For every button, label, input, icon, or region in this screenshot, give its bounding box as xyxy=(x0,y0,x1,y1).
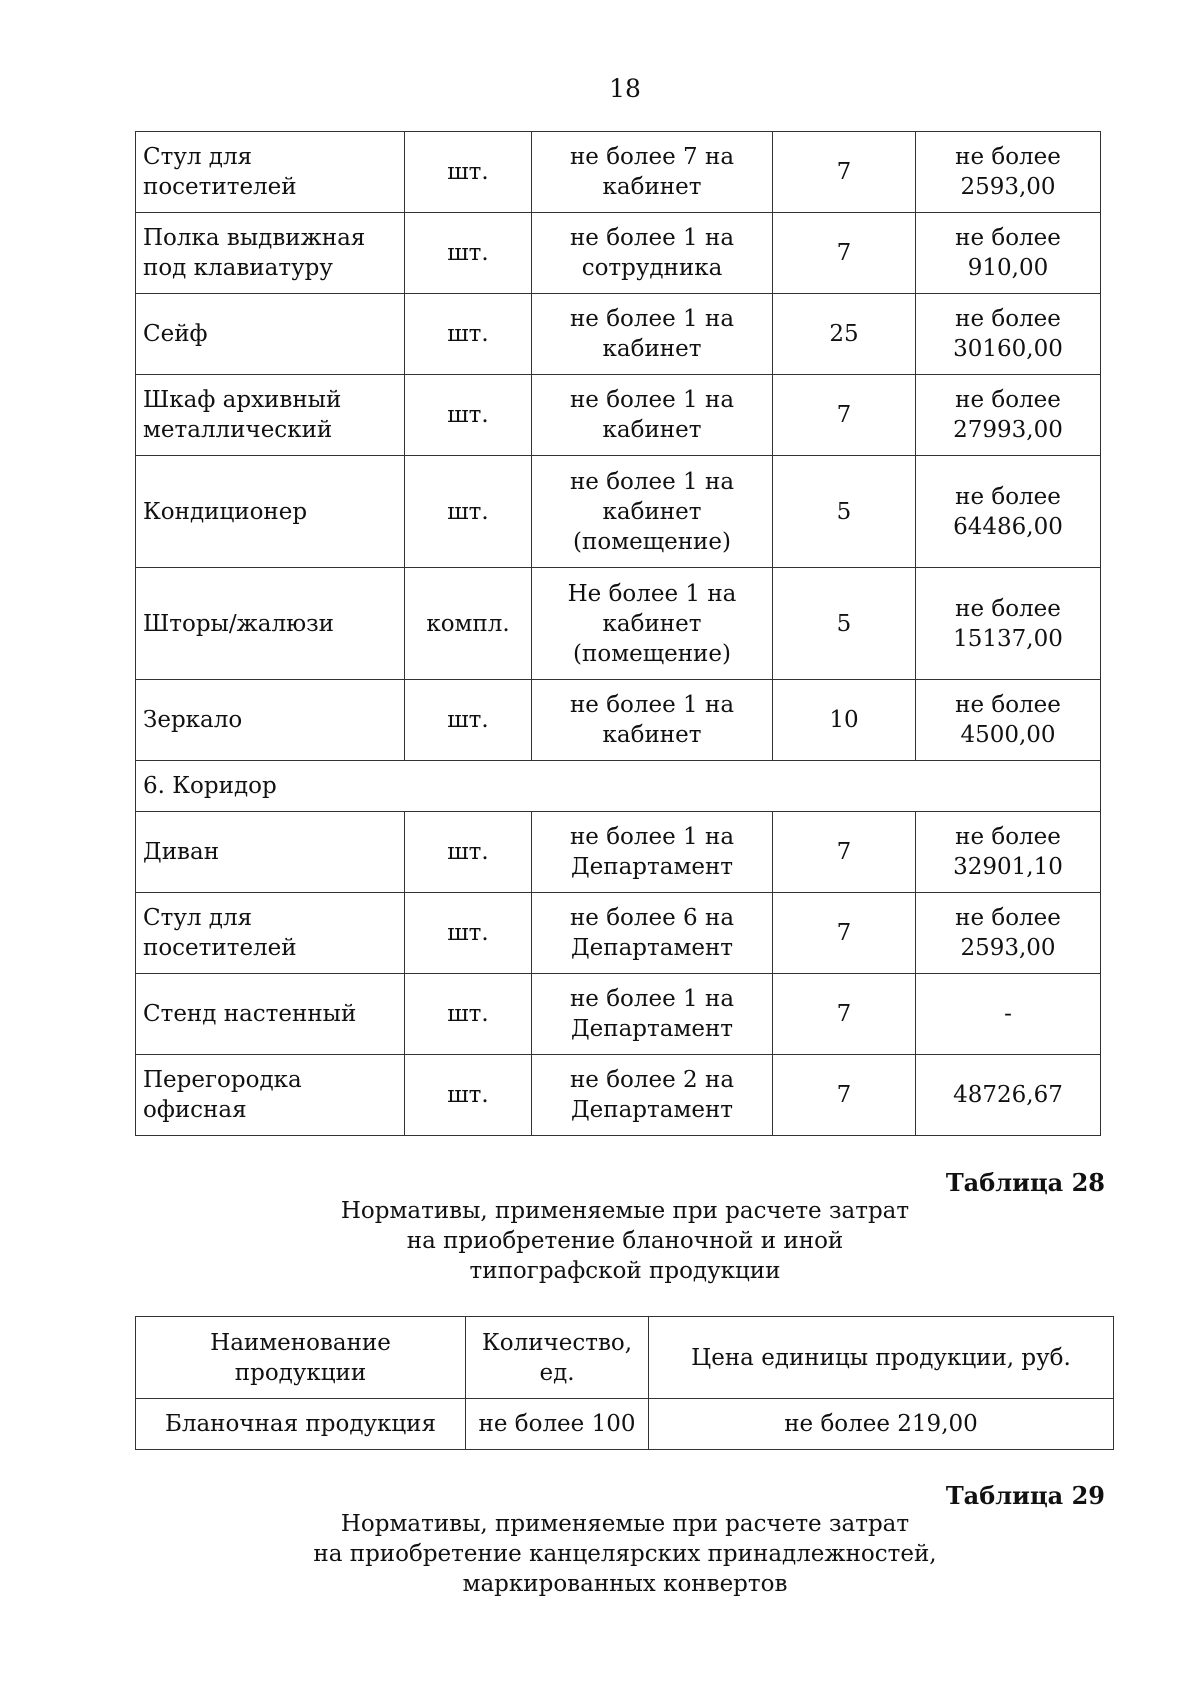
cell-price-line: 910,00 xyxy=(967,255,1049,281)
cell-product-name: Бланочная продукция xyxy=(136,1399,466,1450)
cell-price-line: 15137,00 xyxy=(953,625,1063,652)
cell-norm xyxy=(532,568,773,680)
cell-norm-line: Департамент xyxy=(570,1097,734,1123)
cell-service-term: 25 xyxy=(773,294,916,375)
cell-item-name: Диван xyxy=(136,812,405,893)
cell-price xyxy=(916,680,1101,761)
cell-service-term: 10 xyxy=(773,680,916,761)
cell-price-line: 30160,00 xyxy=(953,336,1063,362)
cell-item-name: Стенд настенный xyxy=(136,974,405,1055)
cell-item-name: Кондиционер xyxy=(136,456,405,568)
cell-price xyxy=(916,893,1101,974)
cell-price xyxy=(916,132,1101,213)
cell-unit: шт. xyxy=(405,974,532,1055)
table-29-title xyxy=(0,1509,1200,1599)
cell-norm xyxy=(532,456,773,568)
table-row xyxy=(136,456,1101,568)
table-row xyxy=(136,812,1101,893)
cell-price-line: не более xyxy=(955,225,1061,251)
table-row xyxy=(136,294,1101,375)
cell-price xyxy=(916,294,1101,375)
cell-item-name: Сейф xyxy=(136,294,405,375)
cell-price-line: 64486,00 xyxy=(953,513,1063,540)
table-row xyxy=(136,680,1101,761)
cell-unit: шт. xyxy=(405,213,532,294)
cell-norm-line: кабинет xyxy=(602,336,702,362)
cell-service-term: 7 xyxy=(773,132,916,213)
table-28-title-line: типографской продукции xyxy=(469,1258,781,1284)
cell-norm xyxy=(532,1055,773,1136)
cell-unit: шт. xyxy=(405,456,532,568)
section-row xyxy=(136,761,1101,812)
cell-norm-line: Департамент xyxy=(570,854,734,880)
cell-norm xyxy=(532,680,773,761)
cell-price-line: не более xyxy=(955,483,1061,510)
header-product-name: Наименование продукции xyxy=(136,1317,466,1399)
cell-norm-line: не более 2 на xyxy=(569,1067,735,1093)
cell-price-line: 4500,00 xyxy=(960,722,1056,748)
cell-quantity: не более 100 xyxy=(466,1399,649,1450)
cell-norm-line: Департамент xyxy=(570,935,734,961)
cell-price-line: не более xyxy=(955,144,1061,170)
cell-price xyxy=(916,568,1101,680)
cell-item-name: Полка выдвижная под клавиатуру xyxy=(136,213,405,294)
cell-price xyxy=(916,1055,1101,1136)
cell-unit: компл. xyxy=(405,568,532,680)
table-29-title-line: маркированных конвертов xyxy=(462,1571,788,1597)
cell-unit: шт. xyxy=(405,294,532,375)
cell-norm-line: не более 1 на xyxy=(569,225,735,251)
table-29-caption: Таблица 29 xyxy=(945,1481,1105,1510)
cell-item-name: Зеркало xyxy=(136,680,405,761)
cell-service-term: 7 xyxy=(773,974,916,1055)
cell-price-line: не более xyxy=(955,692,1061,718)
cell-norm-line: (помещение) xyxy=(573,640,731,667)
cell-service-term: 7 xyxy=(773,375,916,456)
table-row xyxy=(136,132,1101,213)
cell-price-line: 27993,00 xyxy=(953,417,1063,443)
cell-norm-line: не более 1 на xyxy=(569,986,735,1012)
corridor-rows xyxy=(136,812,1101,1136)
cell-price-line: 2593,00 xyxy=(960,935,1056,961)
table-28-title-line: Нормативы, применяемые при расчете затрат xyxy=(340,1198,910,1224)
cell-norm-line: не более 6 на xyxy=(569,905,735,931)
cell-item-name: Стул для посетителей xyxy=(136,132,405,213)
cell-norm-line: Не более 1 на xyxy=(567,580,737,607)
table-row xyxy=(136,1399,1114,1450)
cell-norm xyxy=(532,375,773,456)
furniture-rows xyxy=(136,132,1101,761)
table-row xyxy=(136,213,1101,294)
table-row xyxy=(136,375,1101,456)
cell-norm-line: не более 1 на xyxy=(569,468,735,495)
cell-norm-line: кабинет xyxy=(602,610,702,637)
cell-item-name: Стул для посетителей xyxy=(136,893,405,974)
table-28-title-line: на приобретение бланочной и иной xyxy=(406,1228,844,1254)
cell-unit: шт. xyxy=(405,1055,532,1136)
cell-price xyxy=(916,974,1101,1055)
cell-norm-line: кабинет xyxy=(602,174,702,200)
cell-norm-line: кабинет xyxy=(602,417,702,443)
cell-price-line: - xyxy=(1004,1001,1012,1027)
table-28-title xyxy=(0,1196,1200,1286)
page-number: 18 xyxy=(609,74,641,103)
cell-service-term: 7 xyxy=(773,213,916,294)
table-row xyxy=(136,893,1101,974)
cell-price-line: 32901,10 xyxy=(953,854,1063,880)
cell-price-line: не более xyxy=(955,905,1061,931)
cell-unit: шт. xyxy=(405,132,532,213)
cell-price-line: 48726,67 xyxy=(953,1082,1063,1108)
cell-unit: шт. xyxy=(405,893,532,974)
cell-service-term: 7 xyxy=(773,1055,916,1136)
cell-norm-line: сотрудника xyxy=(581,255,723,281)
cell-norm xyxy=(532,213,773,294)
cell-norm-line: не более 1 на xyxy=(569,692,735,718)
cell-norm-line: (помещение) xyxy=(573,528,731,555)
header-unit-price: Цена единицы продукции, руб. xyxy=(649,1317,1114,1399)
header-quantity: Количество, ед. xyxy=(466,1317,649,1399)
cell-unit-price: не более 219,00 xyxy=(649,1399,1114,1450)
cell-price-line: не более xyxy=(955,595,1061,622)
cell-price xyxy=(916,812,1101,893)
cell-norm-line: кабинет xyxy=(602,722,702,748)
cell-norm-line: не более 1 на xyxy=(569,387,735,413)
table-29-title-line: на приобретение канцелярских принадлежностей, xyxy=(313,1541,937,1567)
cell-norm xyxy=(532,132,773,213)
table-row xyxy=(136,974,1101,1055)
cell-price-line: не более xyxy=(955,387,1061,413)
cell-norm-line: не более 7 на xyxy=(569,144,735,170)
printing-products-table xyxy=(135,1316,1114,1450)
cell-price-line: 2593,00 xyxy=(960,174,1056,200)
table-29-title-line: Нормативы, применяемые при расчете затрат xyxy=(340,1511,910,1537)
header-row xyxy=(136,1317,1114,1399)
cell-service-term: 7 xyxy=(773,893,916,974)
cell-service-term: 7 xyxy=(773,812,916,893)
table-row xyxy=(136,568,1101,680)
section-title: 6. Коридор xyxy=(136,761,1101,812)
cell-price-line: не более xyxy=(955,306,1061,332)
furniture-norms-table xyxy=(135,131,1101,1136)
cell-unit: шт. xyxy=(405,375,532,456)
cell-price xyxy=(916,213,1101,294)
cell-item-name: Шторы/жалюзи xyxy=(136,568,405,680)
cell-norm xyxy=(532,893,773,974)
cell-unit: шт. xyxy=(405,812,532,893)
cell-norm xyxy=(532,812,773,893)
cell-norm xyxy=(532,294,773,375)
cell-unit: шт. xyxy=(405,680,532,761)
cell-norm-line: Департамент xyxy=(570,1016,734,1042)
cell-service-term: 5 xyxy=(773,568,916,680)
cell-price xyxy=(916,456,1101,568)
table-28-caption: Таблица 28 xyxy=(945,1168,1105,1197)
cell-item-name: Перегородка офисная xyxy=(136,1055,405,1136)
cell-norm-line: кабинет xyxy=(602,498,702,525)
cell-norm-line: не более 1 на xyxy=(569,824,735,850)
table-row xyxy=(136,1055,1101,1136)
cell-price xyxy=(916,375,1101,456)
cell-service-term: 5 xyxy=(773,456,916,568)
cell-norm-line: не более 1 на xyxy=(569,306,735,332)
cell-norm xyxy=(532,974,773,1055)
cell-price-line: не более xyxy=(955,824,1061,850)
cell-item-name: Шкаф архивный металлический xyxy=(136,375,405,456)
